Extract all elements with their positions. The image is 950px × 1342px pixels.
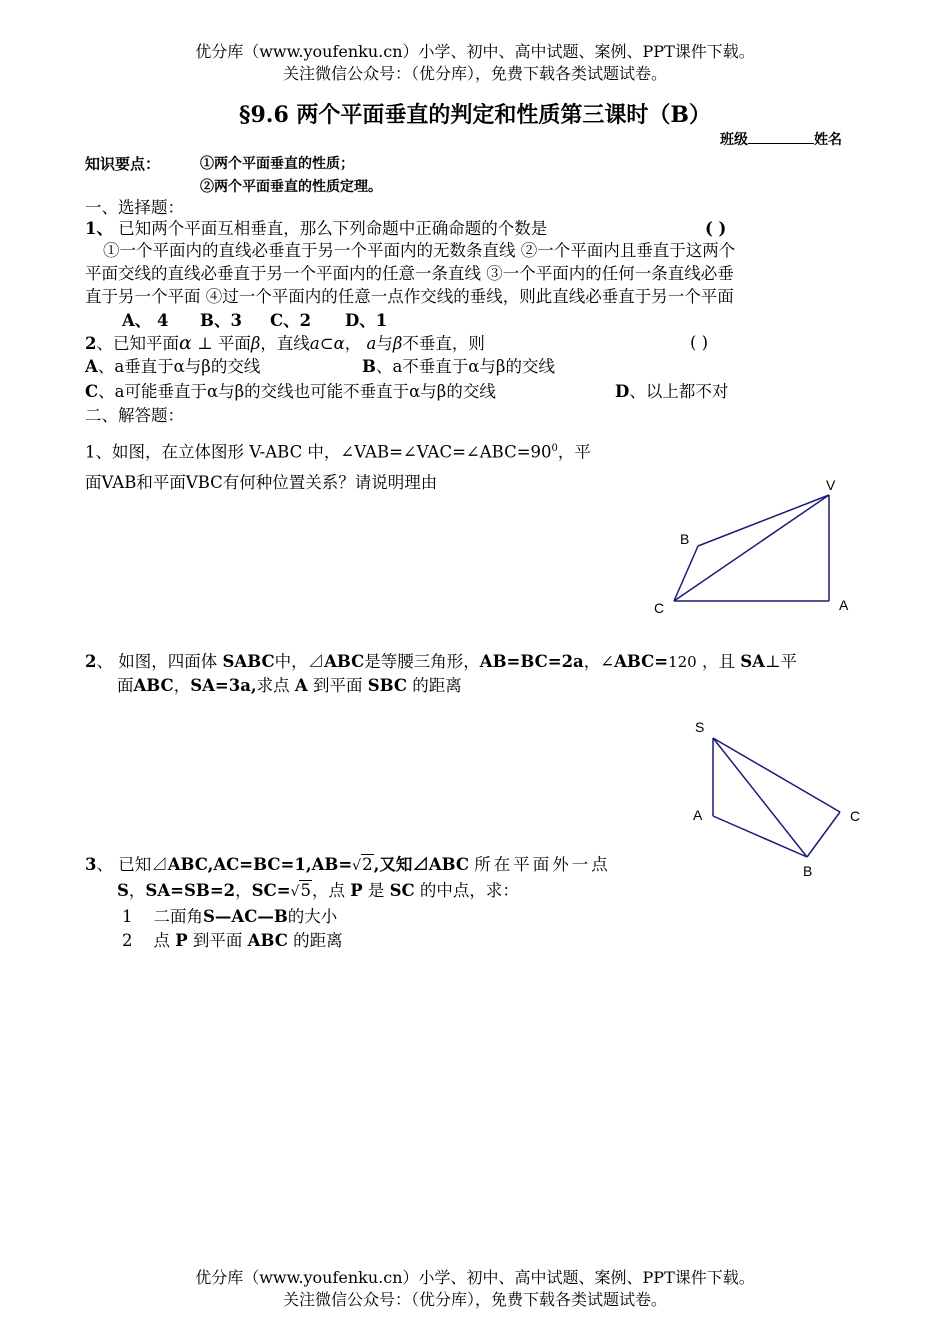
- p3-sub1-number: 1: [122, 907, 133, 926]
- footer-line-2: 关注微信公众号：（优分库），免费下载各类试题试卷。: [282, 1290, 667, 1309]
- p2-abc-angle: ABC=: [614, 652, 669, 671]
- q2-option-c[interactable]: [85, 380, 496, 404]
- subset-symbol: ⊂: [319, 334, 334, 353]
- class-name-field: [720, 129, 842, 149]
- p3-line-1: 3、 已知⊿ABC,AC=BC=1,AB=√2,又知⊿ABC 所在平面外一点: [85, 855, 611, 874]
- alpha-symbol-2: α: [333, 334, 345, 353]
- q2-text-f: 不垂直，则: [402, 334, 485, 353]
- p3-text-e: ，: [235, 881, 252, 900]
- figure-v-abc: [640, 470, 880, 620]
- p2-text-j: 到平面: [312, 676, 363, 695]
- q2-option-d[interactable]: [615, 380, 728, 404]
- q1-line-4: 直于另一个平面 ④过一个平面内的任意一点作交线的垂线，则此直线必垂直于另一个平面: [85, 287, 734, 306]
- p3-sub2-abc: ABC: [247, 931, 288, 950]
- q1-stem: [85, 217, 547, 241]
- p3-abc: ABC: [428, 855, 470, 874]
- p3-text-h: 的中点，求：: [419, 881, 519, 900]
- q2-number: 2: [85, 334, 97, 353]
- p2-text-d: ，∠: [583, 652, 615, 671]
- p3-sub2-text-a: 点: [153, 931, 170, 950]
- p1-line-2: 面VAB和平面VBC有何种位置关系？请说明理由: [85, 473, 438, 492]
- edge-bc: [807, 812, 840, 857]
- p3-sc-segment: SC: [389, 881, 415, 900]
- beta-symbol-2: β: [392, 334, 403, 353]
- label-s: S: [695, 719, 705, 735]
- q2-option-b-label: B: [362, 357, 376, 376]
- p2-point-a: A: [294, 676, 308, 695]
- p1-line-1-text: 1、如图，在立体图形 V-ABC 中，∠VAB=∠VAC=∠ABC=90: [85, 442, 552, 462]
- p2-text-k: 的距离: [412, 676, 462, 695]
- section-choice-heading: 一、选择题：: [85, 198, 184, 217]
- q1-option-b[interactable]: B、3: [200, 311, 242, 330]
- q1-line-3: 平面交线的直线必垂直于另一个平面内的任意一条直线 ③一个平面内的任何一条直线必垂: [85, 264, 734, 283]
- p3-sqrt5: 5: [300, 881, 311, 900]
- figure-s-abc: [680, 712, 880, 887]
- label-a2: A: [693, 807, 703, 823]
- p3-sasb: SA=SB=2: [145, 881, 236, 900]
- header-line-1: 优分库（www.youfenku.cn）小学、初中、高中试题、案例、PPT课件下载。: [195, 42, 755, 61]
- label-a: A: [839, 597, 849, 613]
- p2-line-1: [85, 650, 797, 674]
- q2-text-b: 平面: [217, 334, 251, 353]
- p3-condition: ABC,AC=BC=1,AB=: [167, 855, 353, 874]
- p2-sabc: SABC: [222, 652, 275, 671]
- p3-sub2-text-e: 的距离: [293, 931, 343, 950]
- p2-text-e: ，且: [701, 652, 735, 671]
- p3-text-d: ，: [128, 881, 146, 900]
- p3-sub-2: [122, 929, 343, 953]
- p2-sa: SA: [740, 652, 765, 671]
- p2-sbc: SBC: [367, 676, 408, 695]
- q1-stem-text: 已知两个平面互相垂直，那么下列命题中正确命题的个数是: [118, 219, 548, 238]
- q2-option-a-label: A: [85, 357, 98, 376]
- q1-option-c[interactable]: C、2: [270, 311, 312, 330]
- p1-degree-sup: 0: [551, 443, 558, 454]
- knowledge-point-1: ①两个平面垂直的性质；: [200, 156, 354, 172]
- label-c2: C: [850, 808, 861, 824]
- q2-option-b-text: 、a不垂直于α与β的交线: [375, 357, 555, 376]
- p3-text-g: 是: [367, 881, 385, 900]
- q2-option-c-text: 、a可能垂直于α与β的交线也可能不垂直于α与β的交线: [98, 382, 496, 401]
- edge-ab: [713, 816, 807, 857]
- footer-line-1: 优分库（www.youfenku.cn）小学、初中、高中试题、案例、PPT课件下载。: [195, 1268, 755, 1287]
- p2-abc: ABC: [324, 652, 365, 671]
- knowledge-label: 知识要点：: [85, 155, 161, 173]
- p2-abc-plane: ABC: [133, 676, 174, 695]
- q1-number: 1、: [85, 219, 113, 238]
- q2-text-c: ，直线: [260, 334, 310, 353]
- p3-s: S: [117, 881, 129, 900]
- label-c: C: [654, 600, 665, 616]
- p3-sub2-p: P: [175, 931, 188, 950]
- p3-sc: SC=: [251, 881, 291, 900]
- p3-text-b: ,又知⊿: [373, 855, 429, 874]
- edge-sb: [713, 738, 807, 857]
- p2-line-2: [117, 674, 462, 698]
- p3-sub2-text-c: 到平面: [192, 931, 243, 950]
- edge-bv: [698, 495, 829, 546]
- p1-line-1-end: ，平: [557, 442, 591, 462]
- p2-text-f: ⊥平: [764, 652, 797, 671]
- q2-option-a[interactable]: [85, 355, 260, 379]
- p2-text-c: 是等腰三角形，: [364, 652, 480, 671]
- q2-text-e: 与: [376, 334, 393, 353]
- class-blank[interactable]: [748, 129, 814, 144]
- p2-abbc: AB=BC=2a: [479, 652, 584, 671]
- p3-sqrt2: 2: [362, 855, 373, 874]
- p2-text-h: ，: [173, 676, 191, 695]
- q2-option-d-label: D: [615, 382, 630, 401]
- p3-point-p: P: [350, 881, 363, 900]
- p2-text-b: 中，⊿: [274, 652, 325, 671]
- edge-cs: [713, 738, 840, 812]
- p3-sub-1: [122, 905, 337, 929]
- section-answer-heading: 二、解答题：: [85, 406, 184, 425]
- a-symbol-2: a: [366, 334, 377, 353]
- p2-text-a: 、 如图，四面体: [96, 652, 218, 671]
- label-b: B: [680, 531, 690, 547]
- p3-sub1-dihedral: S—AC—B: [202, 907, 288, 926]
- p3-text-a: 、 已知⊿: [96, 855, 168, 874]
- p2-number: 2: [85, 652, 97, 671]
- q2-answer-paren[interactable]: ( ): [690, 333, 709, 352]
- p3-sub1-text-c: 的大小: [287, 907, 338, 926]
- q2-option-d-text: 、以上都不对: [629, 382, 729, 401]
- q2-option-b[interactable]: [362, 355, 555, 379]
- p2-sa3a: SA=3a,: [190, 676, 257, 695]
- a-symbol: a: [309, 334, 320, 353]
- header-line-2: 关注微信公众号：（优分库），免费下载各类试题试卷。: [282, 64, 667, 83]
- q1-option-d[interactable]: D、1: [345, 311, 388, 330]
- label-v: V: [826, 477, 836, 493]
- p3-text-c: 所在平面外一点: [474, 855, 611, 874]
- q1-answer-paren[interactable]: ( ): [705, 219, 727, 238]
- p3-sub1-text-a: 二面角: [153, 907, 203, 926]
- alpha-symbol: α: [178, 332, 192, 354]
- q2-text-d: ，: [344, 334, 362, 353]
- beta-symbol: β: [250, 334, 261, 353]
- q2-option-c-label: C: [85, 382, 99, 401]
- q2-text-a: 、已知平面: [96, 334, 179, 353]
- q2-option-a-text: 、a垂直于α与β的交线: [97, 357, 261, 376]
- p2-degrees: 120: [668, 653, 697, 671]
- q2-stem: [85, 331, 485, 356]
- p3-text-f: ，点: [311, 881, 345, 900]
- knowledge-point-2: ②两个平面垂直的性质定理。: [200, 179, 382, 195]
- p2-text-g: 面: [117, 676, 134, 695]
- p1-line-1: [85, 437, 591, 465]
- class-label: 班级: [720, 132, 748, 148]
- label-b2: B: [803, 863, 813, 879]
- p3-number: 3: [85, 855, 97, 874]
- p2-text-i: 求点: [256, 676, 290, 695]
- page-title: §9.6 两个平面垂直的判定和性质第三课时（B）: [238, 102, 712, 128]
- p3-line-2: S，SA=SB=2，SC=√5，点 P 是 SC 的中点，求：: [117, 881, 519, 900]
- q1-line-2: ①一个平面内的直线必垂直于另一个平面内的无数条直线 ②一个平面内且垂直于这两个: [103, 241, 736, 260]
- p3-sub2-number: 2: [122, 931, 133, 950]
- perp-symbol: ⊥: [197, 334, 213, 353]
- name-label: 姓名: [814, 132, 842, 148]
- q1-option-a[interactable]: A、 4: [122, 311, 169, 330]
